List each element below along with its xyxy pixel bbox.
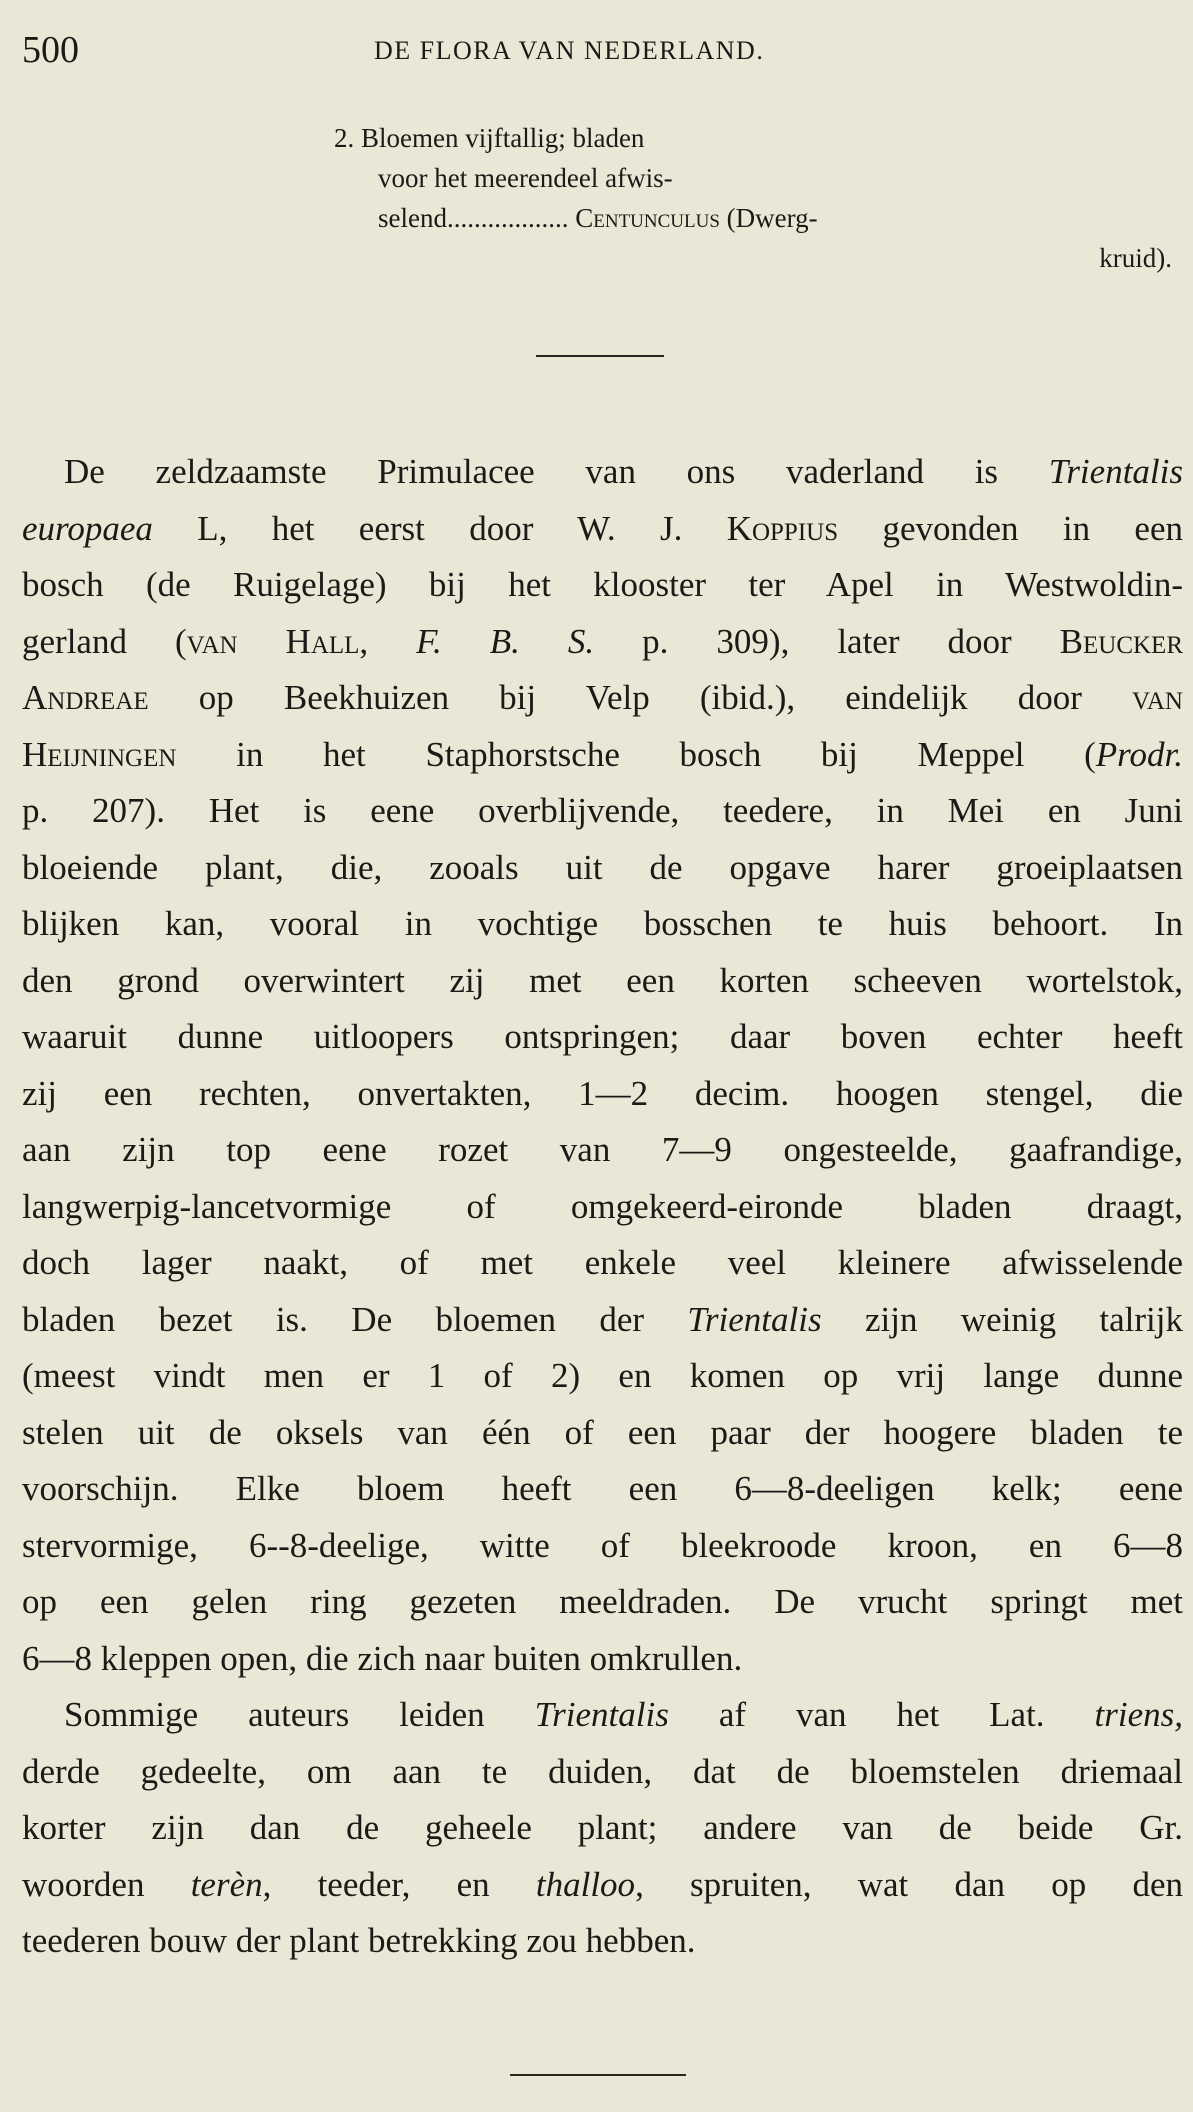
- end-divider: [510, 2074, 686, 2076]
- text-line: bosch (de Ruigelage) bij het klooster ter Apel in Westwoldin-: [22, 565, 1183, 604]
- text-line: (meest vindt men er 1 of 2) en komen op vrij lange dunne: [22, 1356, 1183, 1395]
- key-line: 2. Bloemen vijftallig; bladen: [334, 123, 645, 153]
- page-number: 500: [22, 29, 79, 71]
- key-line: kruid).: [1099, 243, 1172, 273]
- text-line: gerland (van Hall, F. B. S. p. 309), later door Beucker: [22, 621, 1184, 661]
- genus-name: Centunculus: [575, 203, 720, 233]
- body-text: [22, 444, 1183, 1970]
- text-line: stervormige, 6--8-deelige, witte of bleekroode kroon, en 6—8: [22, 1525, 1183, 1565]
- text-line: teederen bouw der plant betrekking zou hebben.: [22, 1921, 696, 1960]
- text-line: De zeldzaamste Primulacee van ons vaderland is Trientalis: [64, 452, 1183, 491]
- text-line: bladen bezet is. De bloemen der Trientalis zijn weinig talrijk: [22, 1299, 1184, 1339]
- text-line: zij een rechten, onvertakten, 1—2 decim. hoogen stengel, die: [22, 1073, 1183, 1113]
- key-line: selend.................. Centunculus (Dwerg-: [378, 203, 818, 233]
- section-divider: [536, 355, 664, 357]
- text-line: doch lager naakt, of met enkele veel kleinere afwisselende: [22, 1243, 1183, 1282]
- leader-dots: ..................: [446, 203, 569, 233]
- paragraph: [22, 444, 1183, 1687]
- running-head-title: DE FLORA VAN NEDERLAND.: [374, 36, 765, 65]
- running-head: [22, 28, 1183, 71]
- text-line: stelen uit de oksels van één of een paar der hoogere bladen te: [22, 1412, 1183, 1452]
- text-line: waaruit dunne uitloopers ontspringen; daar boven echter heeft: [22, 1017, 1183, 1056]
- text-line: derde gedeelte, om aan te duiden, dat de bloemstelen driemaal: [22, 1751, 1183, 1791]
- text-line: voorschijn. Elke bloem heeft een 6—8-deeligen kelk; eene: [22, 1469, 1183, 1508]
- text-line: blijken kan, vooral in vochtige bosschen te huis behoort. In: [22, 904, 1183, 943]
- text-line: korter zijn dan de geheele plant; andere van de beide Gr.: [22, 1808, 1183, 1847]
- text-line: woorden terèn, teeder, en thalloo, spruiten, wat dan op den: [22, 1864, 1183, 1904]
- text-line: den grond overwintert zij met een korten scheeven wortelstok,: [22, 960, 1183, 1000]
- paragraph: [22, 1687, 1183, 1970]
- key-line: voor het meerendeel afwis-: [378, 163, 673, 193]
- text-line: op een gelen ring gezeten meeldraden. De vrucht springt met: [22, 1582, 1183, 1621]
- text-line: Sommige auteurs leiden Trientalis af van het Lat. triens,: [64, 1695, 1184, 1734]
- text-line: 6—8 kleppen open, die zich naar buiten omkrullen.: [22, 1638, 743, 1678]
- text-line: europaea L, het eerst door W. J. Koppius gevonden in een: [22, 508, 1183, 548]
- text-line: bloeiende plant, die, zooals uit de opgave harer groeiplaatsen: [22, 847, 1183, 887]
- text-line: aan zijn top eene rozet van 7—9 ongesteelde, gaafrandige,: [22, 1130, 1183, 1169]
- text-line: p. 207). Het is eene overblijvende, teedere, in Mei en Juni: [22, 791, 1183, 830]
- text-line: Andreae op Beekhuizen bij Velp (ibid.), eindelijk door van: [22, 678, 1183, 717]
- text-line: Heijningen in het Staphorstsche bosch bij Meppel (Prodr.: [22, 734, 1183, 774]
- text-line: langwerpig-lancetvormige of omgekeerd-eironde bladen draagt,: [22, 1186, 1183, 1226]
- identification-key-entry: [334, 118, 1184, 278]
